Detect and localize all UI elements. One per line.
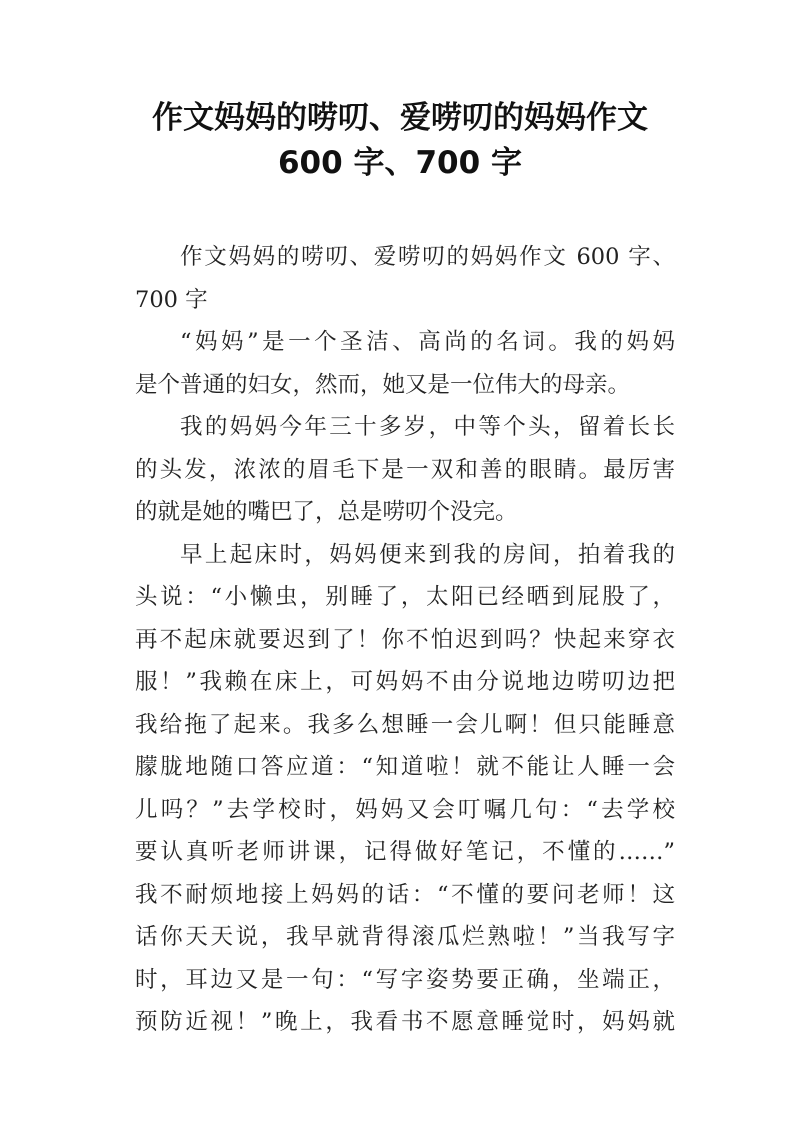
title-line-1: 作文妈妈的唠叨、爱唠叨的妈妈作文 (152, 100, 648, 136)
text-line: 700 字 (135, 286, 208, 313)
text-line: 的就是她的嘴巴了，总是唠叨个没完。 (135, 499, 518, 525)
text-line: 儿吗？”去学校时，妈妈又会叮嘱几句：“去学校 (135, 796, 675, 823)
text-line: 预防近视！”晚上，我看书不愿意睡觉时，妈妈就 (135, 1009, 675, 1035)
text-line: 再不起床就要迟到了！你不怕迟到吗？快起来穿衣 (135, 626, 675, 653)
document-title (100, 96, 700, 186)
text-line: 我给拖了起来。我多么想睡一会儿啊！但只能睡意 (135, 711, 675, 738)
text-line: 头说：“小懒虫，别睡了，太阳已经晒到屁股了， (135, 584, 675, 610)
text-line: 的头发，浓浓的眉毛下是一双和善的眼睛。最厉害 (135, 456, 675, 483)
title-line-2: 600 字、700 字 (277, 145, 522, 181)
text-line: 要认真听老师讲课，记得做好笔记，不懂的……” (135, 839, 675, 865)
paragraph (135, 406, 675, 534)
text-line: 朦胧地随口答应道：“知道啦！就不能让人睡一会 (135, 754, 675, 780)
paragraph (135, 236, 675, 321)
text-line: “妈妈”是一个圣洁、高尚的名词。我的妈妈 (180, 329, 675, 355)
text-line: 作文妈妈的唠叨、爱唠叨的妈妈作文 600 字、 (180, 244, 675, 270)
paragraph (135, 321, 675, 406)
text-line: 话你天天说，我早就背得滚瓜烂熟啦！”当我写字 (135, 924, 675, 950)
text-line: 我的妈妈今年三十多岁，中等个头，留着长长 (180, 414, 675, 440)
text-line: 我不耐烦地接上妈妈的话：“不懂的要问老师！这 (135, 881, 675, 908)
paragraph (135, 534, 675, 1044)
text-line: 是个普通的妇女，然而，她又是一位伟大的母亲。 (135, 371, 631, 398)
text-line: 服！”我赖在床上，可妈妈不由分说地边唠叨边把 (135, 669, 675, 695)
text-line: 早上起床时，妈妈便来到我的房间，拍着我的 (180, 541, 675, 568)
document-body (135, 236, 675, 1044)
text-line: 时，耳边又是一句：“写字姿势要正确，坐端正， (135, 966, 675, 993)
